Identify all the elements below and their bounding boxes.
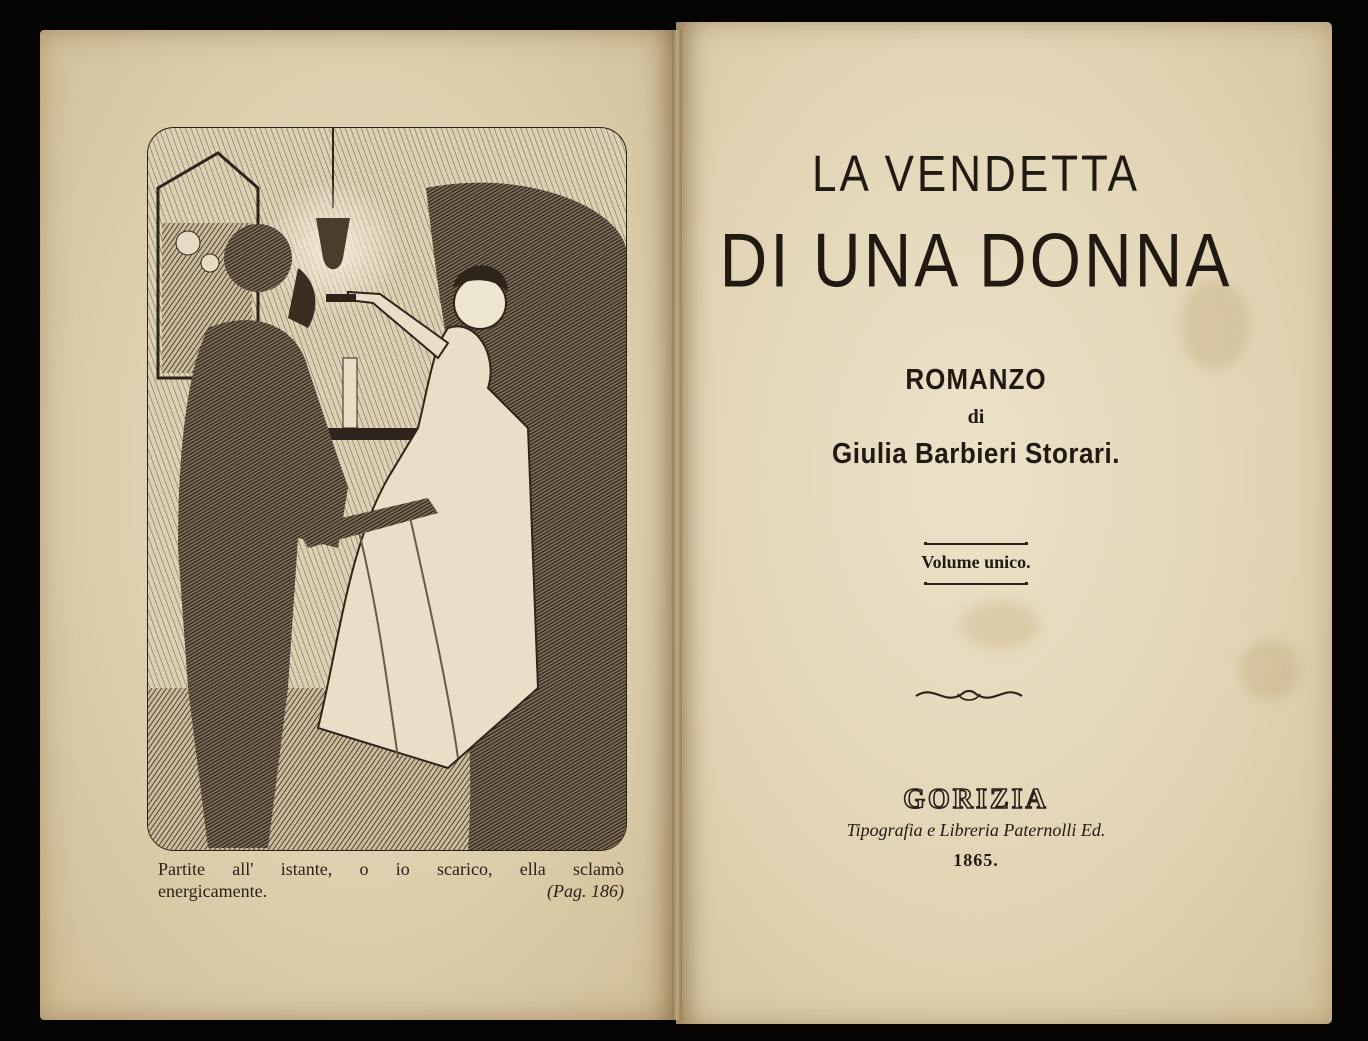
volume-rule-bottom (927, 583, 1025, 585)
paper-stain (960, 600, 1040, 650)
caption-line-1: Partite all' istante, o io scarico, ella sclamò (158, 859, 624, 879)
caption-page-reference: (Pag. 186) (547, 881, 624, 901)
volume-label: Volume unico. (921, 552, 1031, 572)
author-preposition: di (967, 406, 985, 428)
author-name: Giulia Barbieri Storari. (832, 436, 1120, 470)
title-line-2: DI UNA DONNA (719, 217, 1233, 303)
frontispiece-engraving (148, 128, 626, 850)
volume-rule-top (927, 543, 1025, 545)
caption-line-2: energicamente. (158, 881, 268, 901)
publication-city: GORIZIA (903, 784, 1049, 815)
illustration-caption (158, 858, 624, 902)
publication-year: 1865. (953, 850, 999, 870)
title-line-1: LA VENDETTA (811, 146, 1141, 203)
paper-stain (1240, 640, 1300, 700)
ornament-flourish (914, 680, 1024, 710)
publisher-name: Tipografia e Libreria Paternolli Ed. (846, 820, 1106, 840)
genre-label: ROMANZO (905, 362, 1047, 396)
